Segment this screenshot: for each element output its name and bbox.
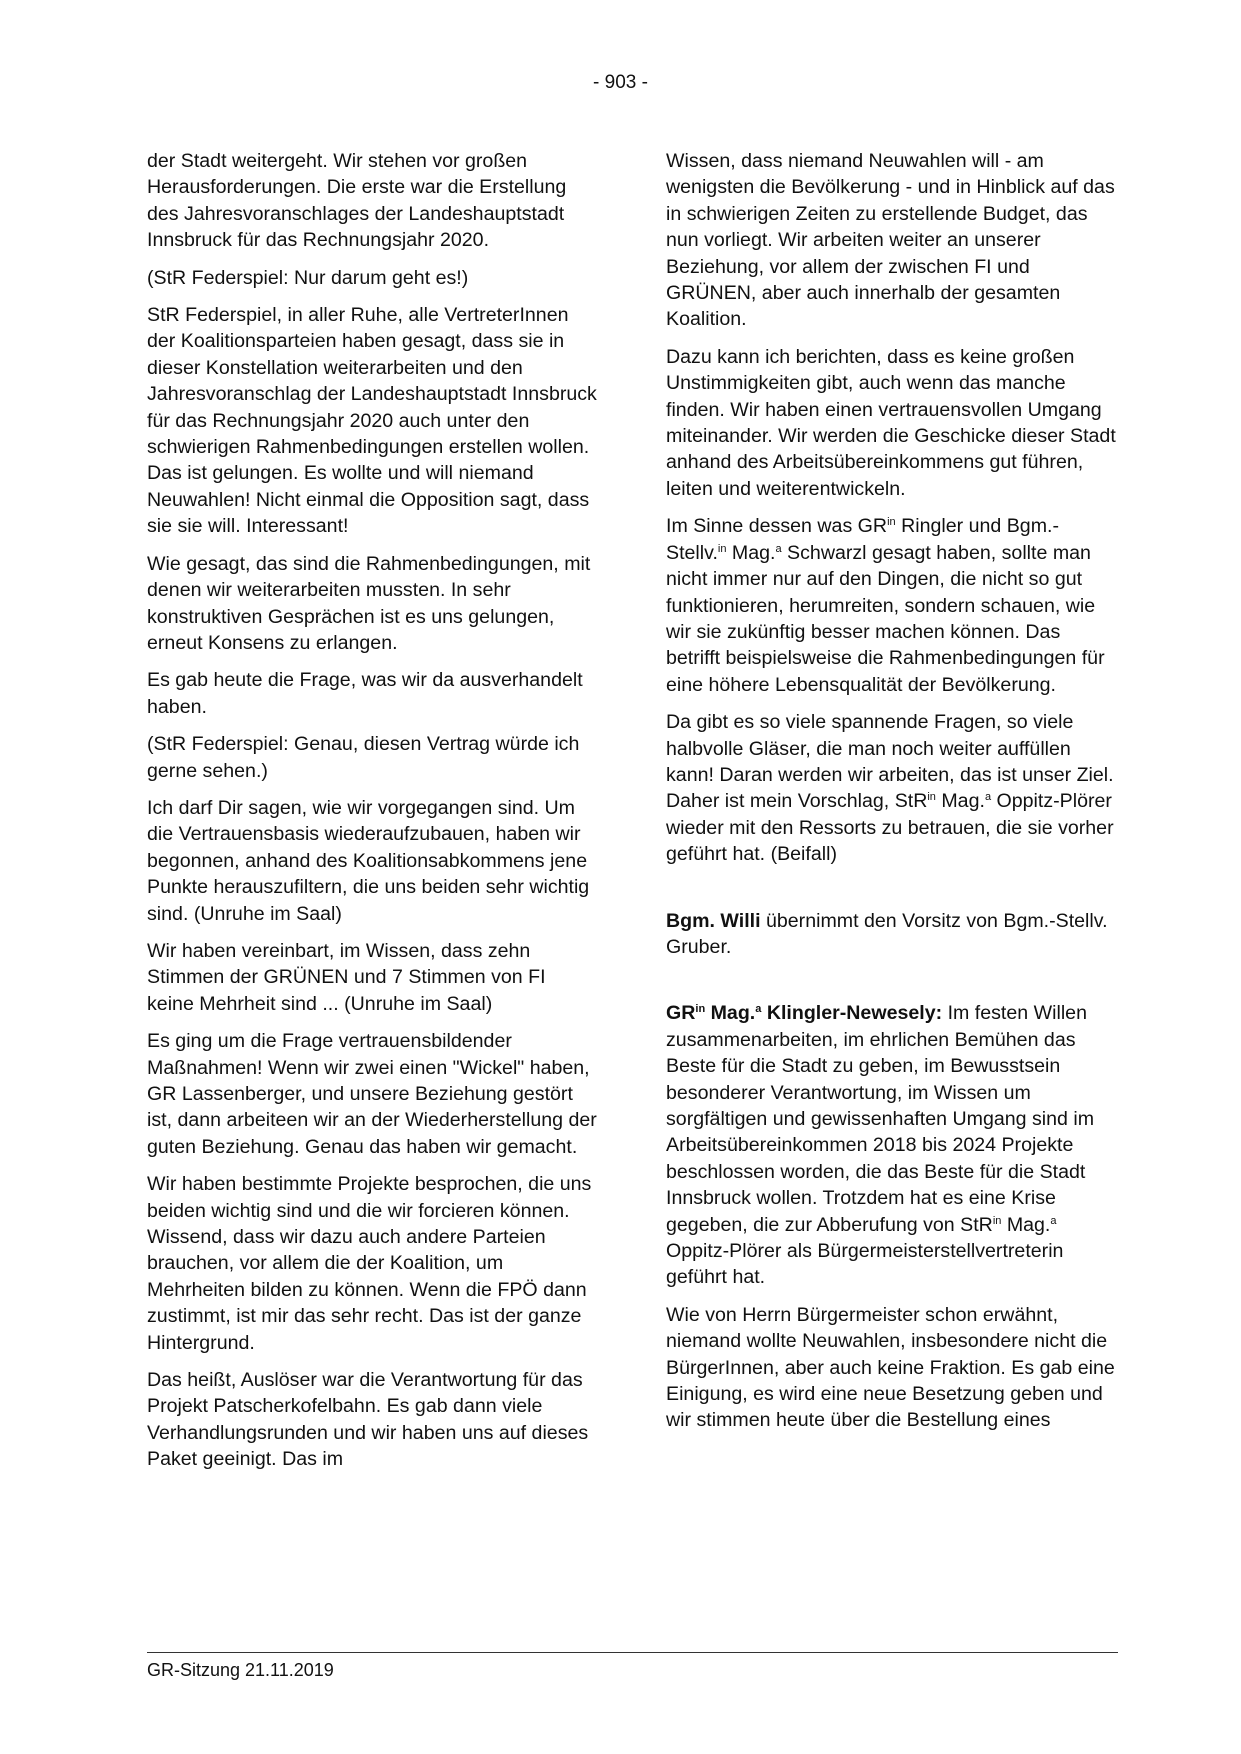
text-run: übernimmt den Vorsitz von Bgm.-Stellv. Gruber. xyxy=(666,909,1108,958)
speaker-paragraph xyxy=(666,1000,1116,1290)
paragraph: Es gab heute die Frage, was wir da ausverhandelt haben. xyxy=(147,669,583,718)
paragraph: Es ging um die Frage vertrauensbildender Maßnahmen! Wenn wir zwei einen "Wickel" haben, GR Lassenberger, und unsere Beziehung gestört ist, dann arbeiteen wir an der Wiederherstellung der guten Beziehung. Genau das haben wir gemacht. xyxy=(147,1030,597,1158)
text-run: Mag. xyxy=(726,541,776,564)
superscript: a xyxy=(775,542,782,555)
text-run: Ringler und Bgm.-Stellv. xyxy=(666,515,1059,564)
text-run: Im Sinne dessen was GR xyxy=(666,515,888,538)
text-run: Da gibt es so viele spannende Fragen, so viele halbvolle Gläser, die man noch weiter auffüllen kann! Daran werden wir arbeiten, das ist unser Ziel. Daher ist mein Vorschlag, StR xyxy=(666,711,1114,813)
text-run: Oppitz-Plörer wieder mit den Ressorts zu betrauen, die sie vorher geführt hat. (Beifall) xyxy=(666,790,1114,866)
speaker-name xyxy=(666,1002,942,1024)
page-number: - 903 - xyxy=(593,72,648,93)
paragraph: Wir haben bestimmte Projekte besprochen, die uns beiden wichtig sind und die wir forcieren können. Wissend, dass wir dazu auch andere Parteien brauchen, vor allem die der Koalition, um Mehrheiten bilden zu können. Wenn die FPÖ dann zustimmt, ist mir das sehr recht. Das ist der ganze Hintergrund. xyxy=(147,1173,592,1354)
superscript: in xyxy=(717,542,727,555)
paragraph: Ich darf Dir sagen, wie wir vorgegangen sind. Um die Vertrauensbasis wiederaufzubauen, haben wir begonnen, anhand des Koalitionsabkommens jene Punkte herauszufiltern, die uns beiden sehr wichtig sind. (Unruhe im Saal) xyxy=(147,796,590,925)
right-column xyxy=(666,148,1116,1445)
text-run: Mag. xyxy=(935,790,985,813)
text-run: Mag. xyxy=(1001,1213,1051,1236)
footer-divider xyxy=(147,1652,1118,1653)
superscript: in xyxy=(887,516,896,529)
text-run: Klingler-Newesely: xyxy=(761,1002,943,1025)
text-run: Oppitz-Plörer als Bürgermeisterstellvertreterin geführt hat. xyxy=(666,1240,1064,1289)
superscript: a xyxy=(755,1003,762,1016)
chair-change-note xyxy=(666,908,1116,961)
paragraph: Dazu kann ich berichten, dass es keine großen Unstimmigkeiten gibt, auch wenn das manche finden. Wir haben einen vertrauensvollen Umgang miteinander. Wir werden die Geschicke dieser Stadt anhand des Arbeitsübereinkommens gut führen, leiten und weiterentwickeln. xyxy=(666,345,1116,500)
paragraph: Wir haben vereinbart, im Wissen, dass zehn Stimmen der GRÜNEN und 7 Stimmen von FI keine Mehrheit sind ... (Unruhe im Saal) xyxy=(147,939,546,1015)
interjection: (StR Federspiel: Genau, diesen Vertrag würde ich gerne sehen.) xyxy=(147,733,580,782)
left-column xyxy=(147,148,597,1484)
interjection: (StR Federspiel: Nur darum geht es!) xyxy=(147,266,469,289)
superscript: a xyxy=(1050,1214,1057,1227)
paragraph: StR Federspiel, in aller Ruhe, alle VertreterInnen der Koalitionsparteien haben gesagt, dass sie in dieser Konstellation weiterarbeiten und den Jahresvoranschlag der Landeshauptstadt Innsbruck für das Rechnungsjahr 2020 auch unter den schwierigen Rahmenbedingungen erstellen wollen. Das ist gelungen. Es wollte und will niemand Neuwahlen! Nicht einmal die Opposition sagt, dass sie sie will. Interessant! xyxy=(147,304,597,538)
superscript: in xyxy=(927,791,936,804)
superscript: in xyxy=(695,1003,706,1016)
superscript: a xyxy=(984,791,992,804)
footer-session-date: GR-Sitzung 21.11.2019 xyxy=(147,1660,334,1680)
speaker-name: Bgm. Willi xyxy=(666,909,761,932)
paragraph: Das heißt, Auslöser war die Verantwortung für das Projekt Patscherkofelbahn. Es gab dann viele Verhandlungsrunden und wir haben uns auf dieses Paket geeinigt. Das im xyxy=(147,1369,589,1471)
superscript: in xyxy=(992,1214,1002,1227)
text-run: GR xyxy=(666,1002,696,1025)
paragraph: Wissen, dass niemand Neuwahlen will - am wenigsten die Bevölkerung - und in Hinblick auf das in schwierigen Zeiten zu erstellende Budget, das nun vorliegt. Wir arbeiten weiter an unserer Beziehung, vor allem der zwischen FI und GRÜNEN, aber auch innerhalb der gesamten Koalition. xyxy=(666,150,1115,331)
paragraph: Wie von Herrn Bürgermeister schon erwähnt, niemand wollte Neuwahlen, insbesondere nicht die BürgerInnen, aber auch keine Fraktion. Es gab eine Einigung, es wird eine neue Besetzung geben und wir stimmen heute über die Bestellung eines xyxy=(666,1303,1115,1432)
paragraph: der Stadt weitergeht. Wir stehen vor großen Herausforderungen. Die erste war die Erstellung des Jahresvoranschlages der Landeshauptstadt Innsbruck für das Rechnungsjahr 2020. xyxy=(147,150,567,252)
text-run: Mag. xyxy=(705,1002,756,1025)
paragraph xyxy=(666,709,1116,867)
paragraph xyxy=(666,513,1116,698)
text-run: Im festen Willen zusammenarbeiten, im ehrlichen Bemühen das Beste für die Stadt zu geben, im Bewusstsein besonderer Verantwortung, im Wissen um sorgfältigen und gewissenhaften Umgang sind im Arbeitsübereinkommen 2018 bis 2024 Projekte beschlossen worden, die das Beste für die Stadt Innsbruck wollen. Trotzdem hat es eine Krise gegeben, die zur Abberufung von StR xyxy=(666,1002,1095,1236)
paragraph: Wie gesagt, das sind die Rahmenbedingungen, mit denen wir weiterarbeiten mussten. In sehr konstruktiven Gesprächen ist es uns gelungen, erneut Konsens zu erlangen. xyxy=(147,552,591,654)
text-run: Schwarzl gesagt haben, sollte man nicht immer nur auf den Dingen, die nicht so gut funktionieren, herumreiten, sondern schauen, wie wir sie zukünftig besser machen können. Das betrifft beispielsweise die Rahmenbedingungen für eine höhere Lebensqualität der Bevölkerung. xyxy=(666,541,1105,696)
